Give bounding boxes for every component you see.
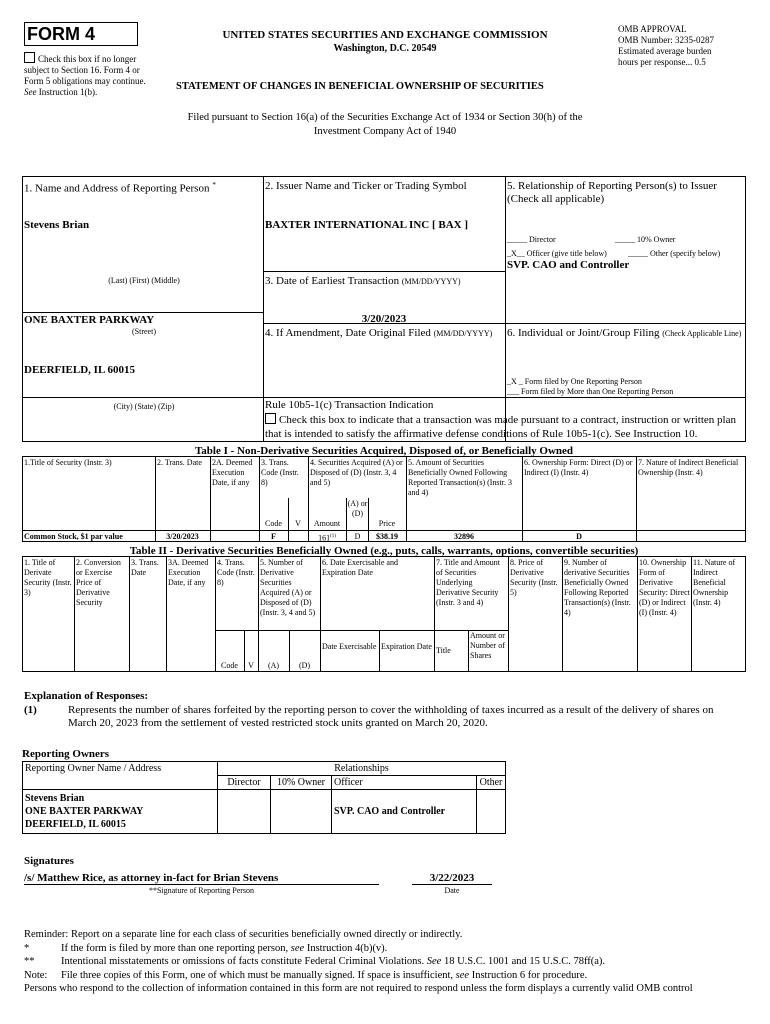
owners-ten-cell bbox=[271, 790, 332, 834]
t1-row-form: D bbox=[576, 532, 582, 541]
t2-h3: 3. Trans. Date bbox=[131, 558, 159, 577]
label4-text: 4. If Amendment, Date Original Filed bbox=[265, 327, 431, 339]
owners-col-director: Director bbox=[218, 776, 271, 790]
omb-number: OMB Number: 3235-0287 bbox=[618, 35, 714, 45]
owners-other-cell bbox=[477, 790, 506, 834]
footer-note-label: Note: bbox=[24, 969, 48, 981]
label1-mark: * bbox=[212, 180, 216, 189]
t1-h5: 5. Amount of Securities Beneficially Owned Following Reported Transaction(s) (Instr. 3 and 4) bbox=[408, 458, 512, 497]
owners-street: ONE BAXTER PARKWAY bbox=[25, 806, 144, 817]
table2-title: Table II - Derivative Securities Beneficially Owned (e.g., puts, calls, warrants, options, convertible securities) bbox=[129, 545, 639, 557]
omb-burden: Estimated average burden bbox=[618, 46, 712, 56]
filed-one-option[interactable]: _X _ Form filed by One Reporting Person bbox=[507, 377, 642, 386]
t2-h5: 5. Number of Derivative Securities Acquired (A) or Disposed of (D) (Instr. 3, 4 and 5) bbox=[260, 558, 316, 617]
label5-text: 5. Relationship of Reporting Person(s) to Issuer bbox=[507, 180, 717, 192]
label-issuer: 2. Issuer Name and Ticker or Trading Symbol bbox=[265, 180, 467, 192]
label-relationship bbox=[507, 180, 743, 206]
filed-pursuant-line1: Filed pursuant to Section 16(a) of the Securities Exchange Act of 1934 or Section 30(h) of the bbox=[187, 112, 583, 123]
t1-sub-code: Code bbox=[265, 519, 282, 528]
signature-label: **Signature of Reporting Person bbox=[148, 886, 255, 895]
owners-table bbox=[22, 761, 506, 834]
note2-post: 18 U.S.C. 1001 and 15 U.S.C. 78ff(a). bbox=[443, 956, 606, 967]
footer-note1 bbox=[24, 942, 754, 956]
label1-text: 1. Name and Address of Reporting Person bbox=[24, 182, 210, 195]
label-filing bbox=[507, 327, 743, 340]
t2-sub-d: (D) bbox=[298, 661, 311, 670]
explanation-text: Represents the number of shares forfeited by the reporting person to cover the withholding of taxes incurred as a result of the delivery of shares on March 20, 2023 from the settlement of vested restricted stock units granted on March 20, 2020. bbox=[68, 704, 714, 729]
t2-h2: 2. Conversion or Exercise Price of Derivative Security bbox=[76, 558, 121, 607]
t1-row-price: $38.19 bbox=[376, 532, 398, 541]
owners-title: Reporting Owners bbox=[22, 748, 110, 760]
omb-hours: hours per response... 0.5 bbox=[618, 57, 706, 67]
footer-persons: Persons who respond to the collection of information contained in this form are not required to respond unless the form displays a currently valid OMB control bbox=[24, 983, 693, 994]
date-label: Date bbox=[444, 886, 460, 895]
rule-title: Rule 10b5-1(c) Transaction Indication bbox=[265, 399, 434, 411]
t1-row-code: F bbox=[271, 532, 276, 541]
footer-reminder: Reminder: Report on a separate line for each class of securities beneficially owned directly or indirectly. bbox=[24, 929, 463, 940]
label-reporting-person bbox=[24, 180, 216, 196]
owners-col-officer: Officer bbox=[332, 776, 477, 790]
form-title: FORM 4 bbox=[24, 22, 138, 46]
rule-block bbox=[265, 413, 743, 441]
note3-post: Instruction 6 for procedure. bbox=[471, 969, 588, 981]
owners-officer-cell: SVP. CAO and Controller bbox=[332, 790, 477, 834]
t2-sub-code: Code bbox=[221, 661, 238, 670]
label-amendment bbox=[265, 327, 492, 340]
no-longer-subject-checkbox[interactable] bbox=[24, 52, 35, 63]
omb-approval bbox=[618, 24, 758, 68]
footer-note3 bbox=[24, 969, 754, 983]
t1-row-date: 3/20/2023 bbox=[166, 532, 199, 541]
note3-see: see bbox=[455, 969, 470, 981]
t1-row-aord: D bbox=[354, 532, 361, 541]
footer-star1: * bbox=[24, 942, 30, 954]
t2-sub-title: Title bbox=[436, 646, 451, 655]
other-option[interactable]: _____ Other (specify below) bbox=[628, 249, 721, 258]
t1-sub-aord: (A) or (D) bbox=[347, 499, 368, 518]
t1-sub-price: Price bbox=[378, 519, 396, 528]
t1-row-amount-value: 161 bbox=[318, 533, 331, 543]
owners-row-address bbox=[23, 790, 218, 834]
t2-sub-expiration: Expiration Date bbox=[381, 642, 432, 651]
t2-sub-a: (A) bbox=[267, 661, 280, 670]
t1-sub-amount: Amount bbox=[313, 519, 341, 528]
owners-col-ten: 10% Owner bbox=[271, 776, 332, 790]
label6-text: 6. Individual or Joint/Group Filing bbox=[507, 327, 660, 339]
rule-checkbox[interactable] bbox=[265, 413, 276, 424]
label5b-text: (Check all applicable) bbox=[507, 193, 605, 205]
reporting-city: DEERFIELD, IL 60015 bbox=[24, 364, 135, 376]
t1-row-amount-note: (1) bbox=[330, 534, 336, 539]
omb-title: OMB APPROVAL bbox=[618, 24, 687, 34]
signatures-title: Signatures bbox=[24, 855, 74, 867]
note2-pre: Intentional misstatements or omissions of facts constitute Federal Criminal Violations. bbox=[61, 956, 425, 967]
owners-col-name: Reporting Owner Name / Address bbox=[23, 762, 218, 790]
ten-owner-option[interactable]: _____ 10% Owner bbox=[615, 235, 676, 244]
agency-location: Washington, D.C. 20549 bbox=[333, 43, 437, 54]
t2-h4: 4. Trans. Code (Instr. 8) bbox=[217, 558, 255, 587]
owners-name: Stevens Brian bbox=[25, 793, 85, 804]
note1-pre: If the form is filed by more than one reporting person, bbox=[61, 942, 289, 954]
label-earliest-date bbox=[265, 275, 461, 288]
label6-fmt: (Check Applicable Line) bbox=[662, 329, 742, 338]
signature-date: 3/22/2023 bbox=[412, 872, 492, 885]
owners-col-other: Other bbox=[477, 776, 506, 790]
label3-fmt: (MM/DD/YYYY) bbox=[401, 277, 461, 286]
t2-sub-v: V bbox=[248, 661, 254, 670]
footer-notes bbox=[24, 928, 754, 996]
agency-name: UNITED STATES SECURITIES AND EXCHANGE COMMISSION bbox=[222, 29, 548, 41]
note1-see: see bbox=[290, 942, 305, 954]
footer-star2: ** bbox=[24, 956, 35, 967]
t2-h6: 6. Date Exercisable and Expiration Date bbox=[322, 558, 398, 577]
name-parts-label: (Last) (First) (Middle) bbox=[108, 276, 180, 285]
no-longer-subject-text: Check this box if no longer subject to Section 16. Form 4 or Form 5 obligations may continue. bbox=[24, 54, 146, 86]
issuer-name: BAXTER INTERNATIONAL INC [ BAX ] bbox=[265, 219, 469, 231]
reporting-street: ONE BAXTER PARKWAY bbox=[24, 314, 155, 326]
rule-text: Check this box to indicate that a transaction was made pursuant to a contract, instruction or written plan that is intended to satisfy the affirmative defense conditions of Rule 10b5-1(c). See Instruction 10. bbox=[265, 414, 736, 440]
owners-col-rel: Relationships bbox=[218, 762, 506, 776]
t2-h1: 1. Title of Derivate Security (Instr. 3) bbox=[24, 558, 72, 597]
t2-h11: 11. Nature of Indirect Beneficial Ownership (Instr. 4) bbox=[693, 558, 736, 607]
director-option[interactable]: _____ Director bbox=[507, 235, 556, 244]
city-label: (City) (State) (Zip) bbox=[113, 402, 175, 411]
owners-director-cell bbox=[218, 790, 271, 834]
statement-title: STATEMENT OF CHANGES IN BENEFICIAL OWNERSHIP OF SECURITIES bbox=[176, 81, 544, 92]
t1-sub-v: V bbox=[295, 519, 301, 528]
explanation-num: (1) bbox=[24, 704, 37, 716]
reporting-name: Stevens Brian bbox=[24, 219, 90, 231]
signer: /s/ Matthew Rice, as attorney in-fact for Brian Stevens bbox=[24, 872, 379, 885]
street-label: (Street) bbox=[132, 327, 156, 336]
t1-h2: 2. Trans. Date bbox=[157, 458, 202, 467]
note3-pre: File three copies of this Form, one of which must be manually signed. If space is insufficient, bbox=[61, 969, 454, 981]
t1-row-amount bbox=[308, 532, 346, 544]
t2-sub-exercisable: Date Exercisable bbox=[322, 642, 377, 651]
t2-h9: 9. Number of derivative Securities Beneficially Owned Following Reported Transaction(s) (Instr. 4) bbox=[564, 558, 631, 617]
t1-h1: 1.Title of Security (Instr. 3) bbox=[24, 458, 112, 467]
t2-h10: 10. Ownership Form of Derivative Security: Direct (D) or Indirect (I) (Instr. 4) bbox=[639, 558, 690, 617]
note1-post: Instruction 4(b)(v). bbox=[306, 942, 388, 954]
table1-title: Table I - Non-Derivative Securities Acquired, Disposed of, or Beneficially Owned bbox=[194, 445, 574, 457]
t1-h6: 6. Ownership Form: Direct (D) or Indirect (I) (Instr. 4) bbox=[524, 458, 633, 477]
instruction-ref: Instruction 1(b). bbox=[38, 87, 98, 97]
t1-row-owned: 32896 bbox=[454, 532, 474, 541]
note2-see: See bbox=[426, 956, 442, 967]
officer-title: SVP. CAO and Controller bbox=[507, 259, 630, 271]
t2-sub-amount: Amount or Number of Shares bbox=[470, 631, 505, 660]
t1-h7: 7. Nature of Indirect Beneficial Ownership (Instr. 4) bbox=[638, 458, 739, 477]
t1-h4: 4. Securities Acquired (A) or Disposed of (D) (Instr. 3, 4 and 5) bbox=[310, 458, 403, 487]
filed-more-option[interactable]: ___ Form filed by More than One Reporting Person bbox=[507, 387, 674, 396]
t2-h7: 7. Title and Amount of Securities Underlying Derivative Security (Instr. 3 and 4) bbox=[436, 558, 501, 607]
t1-row-title: Common Stock, $1 par value bbox=[24, 532, 123, 541]
t2-h3a: 3A. Deemed Execution Date, if any bbox=[168, 558, 209, 587]
filed-pursuant-line2: Investment Company Act of 1940 bbox=[313, 126, 457, 137]
filed-pursuant bbox=[100, 111, 670, 139]
label3-text: 3. Date of Earliest Transaction bbox=[265, 275, 400, 287]
earliest-date: 3/20/2023 bbox=[361, 313, 407, 325]
owners-city: DEERFIELD, IL 60015 bbox=[25, 819, 126, 830]
officer-option[interactable]: _X__ Officer (give title below) bbox=[507, 249, 607, 258]
t1-h2a: 2A. Deemed Execution Date, if any bbox=[212, 458, 253, 487]
label4-fmt: (MM/DD/YYYY) bbox=[433, 329, 493, 338]
footer-note2 bbox=[24, 955, 754, 969]
t1-h3: 3. Trans. Code (Instr. 8) bbox=[261, 458, 299, 487]
t2-h8: 8. Price of Derivative Security (Instr. 5) bbox=[510, 558, 558, 597]
see-italic: See bbox=[24, 87, 37, 97]
no-longer-subject-block bbox=[24, 52, 154, 98]
explanation-title: Explanation of Responses: bbox=[24, 690, 149, 702]
